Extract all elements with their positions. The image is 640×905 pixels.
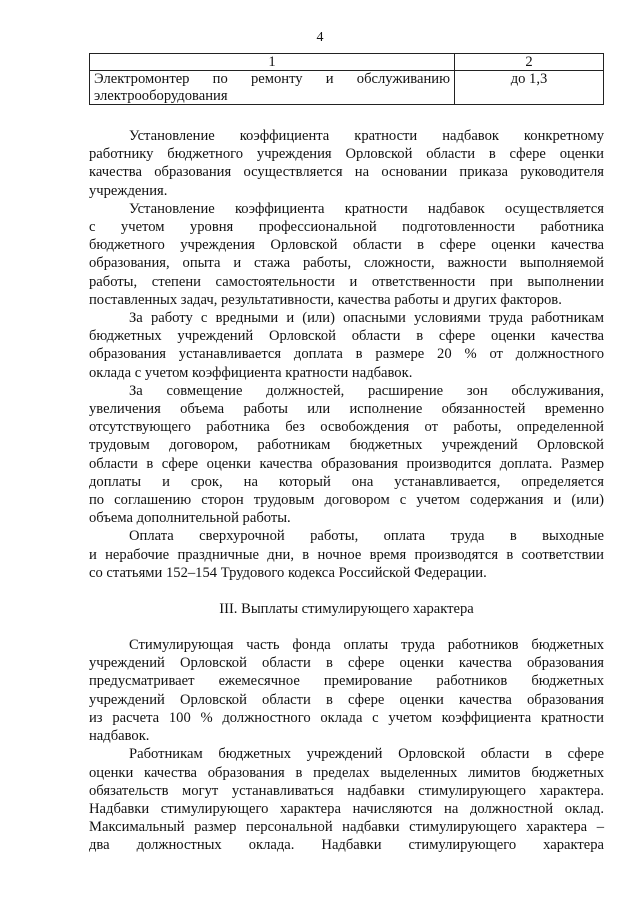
paragraph-line: учреждений Орловской области в сфере оценки качества образования <box>89 691 604 708</box>
paragraph-line: работы, степени самостоятельности и ответственности при выполнении <box>89 273 604 290</box>
paragraph-line: учреждений Орловской области в сфере оценки качества образования <box>89 655 604 672</box>
paragraph <box>89 309 604 382</box>
paragraph-line: доплаты и срок, на который она устанавливается, определяется <box>89 473 604 490</box>
paragraph-line: из расчета 100 % должностного оклада с учетом коэффициента кратности <box>89 709 604 726</box>
page-number: 4 <box>316 30 324 45</box>
body-text <box>89 127 604 855</box>
paragraph-line: образования, опыта и стажа работы, сложности, важности выполняемой <box>89 255 604 272</box>
paragraph-line: два должностных оклада. Надбавки стимулирующего характера <box>89 837 604 854</box>
paragraph-line: бюджетных учреждений Орловской области в сфере оценки качества <box>89 328 604 345</box>
paragraph <box>89 382 604 528</box>
paragraph-line: поставленных задач, результативности, качества работы и других факторов. <box>89 291 562 308</box>
table-cell-position <box>90 71 455 105</box>
paragraph-line: Стимулирующая часть фонда оплаты труда работников бюджетных <box>129 637 604 654</box>
paragraph-line: За совмещение должностей, расширение зон обслуживания, <box>129 382 604 399</box>
paragraph <box>89 636 604 745</box>
paragraph <box>89 127 604 200</box>
paragraph-line: учреждения. <box>89 182 168 199</box>
paragraph-line: образования устанавливается доплата в размере 20 % от должностного <box>89 346 604 363</box>
section-heading: III. Выплаты стимулирующего характера <box>219 601 474 618</box>
paragraph-line: Работникам бюджетных учреждений Орловской области в сфере <box>129 746 604 763</box>
paragraph-line: увеличения объема работы или исполнение обязанностей временно <box>89 401 604 418</box>
paragraph-line: оценки качества образования в пределах выделенных лимитов бюджетных <box>89 764 604 781</box>
paragraph-line: обязательств могут устанавливаться надбавки стимулирующего характера. <box>89 782 604 799</box>
paragraph-line: качества образования осуществляется на основании приказа руководителя <box>89 164 604 181</box>
table-cell-coefficient: до 1,3 <box>455 71 604 105</box>
position-line: Электромонтер по ремонту и обслуживанию <box>94 71 450 87</box>
paragraph-line: бюджетного учреждения Орловской области в сфере оценки качества <box>89 237 604 254</box>
table-row <box>90 71 604 105</box>
paragraph-line: Установление коэффициента кратности надбавок осуществляется <box>129 200 604 217</box>
paragraph <box>89 200 604 309</box>
paragraph-line: работнику бюджетного учреждения Орловской области в сфере оценки <box>89 146 604 163</box>
paragraph-line: Оплата сверхурочной работы, оплата труда в выходные <box>129 528 604 545</box>
rate-table <box>89 53 604 105</box>
paragraph-line: Установление коэффициента кратности надбавок конкретному <box>129 128 604 144</box>
paragraph-line: объема дополнительной работы. <box>89 510 291 527</box>
paragraph-line: За работу с вредными и (или) опасными условиями труда работникам <box>129 310 604 327</box>
paragraph <box>89 527 604 582</box>
paragraph-line: надбавок. <box>89 728 150 745</box>
paragraph-line: со статьями 152–154 Трудового кодекса Российской Федерации. <box>89 564 487 581</box>
paragraph <box>89 745 604 854</box>
paragraph-line: по соглашению сторон трудовым договором с учетом содержания и (или) <box>89 492 604 509</box>
table-header-col2: 2 <box>455 54 604 71</box>
paragraph-line: предусматривает ежемесячное премирование работников бюджетных <box>89 673 604 690</box>
table-header-row <box>90 54 604 71</box>
paragraph-line: области в сфере оценки качества образования производится доплата. Размер <box>89 455 604 472</box>
paragraph-line: Надбавки стимулирующего характера начисляются на должностной оклад. <box>89 800 604 817</box>
paragraph-line: трудовым договором, работникам бюджетных учреждений Орловской <box>89 437 604 454</box>
position-line: электрооборудования <box>94 87 228 104</box>
table-header-col1: 1 <box>90 54 455 71</box>
paragraph-line: Максимальный размер персональной надбавки стимулирующего характера – <box>89 819 604 836</box>
paragraph-line: оклада с учетом коэффициента кратности надбавок. <box>89 364 413 381</box>
paragraph-line: отсутствующего работника без освобождения от работы, определенной <box>89 419 604 436</box>
paragraph-line: и нерабочие праздничные дни, в ночное время производятся в соответствии <box>89 546 604 563</box>
paragraph-line: с учетом уровня профессиональной подготовленности работника <box>89 219 604 236</box>
